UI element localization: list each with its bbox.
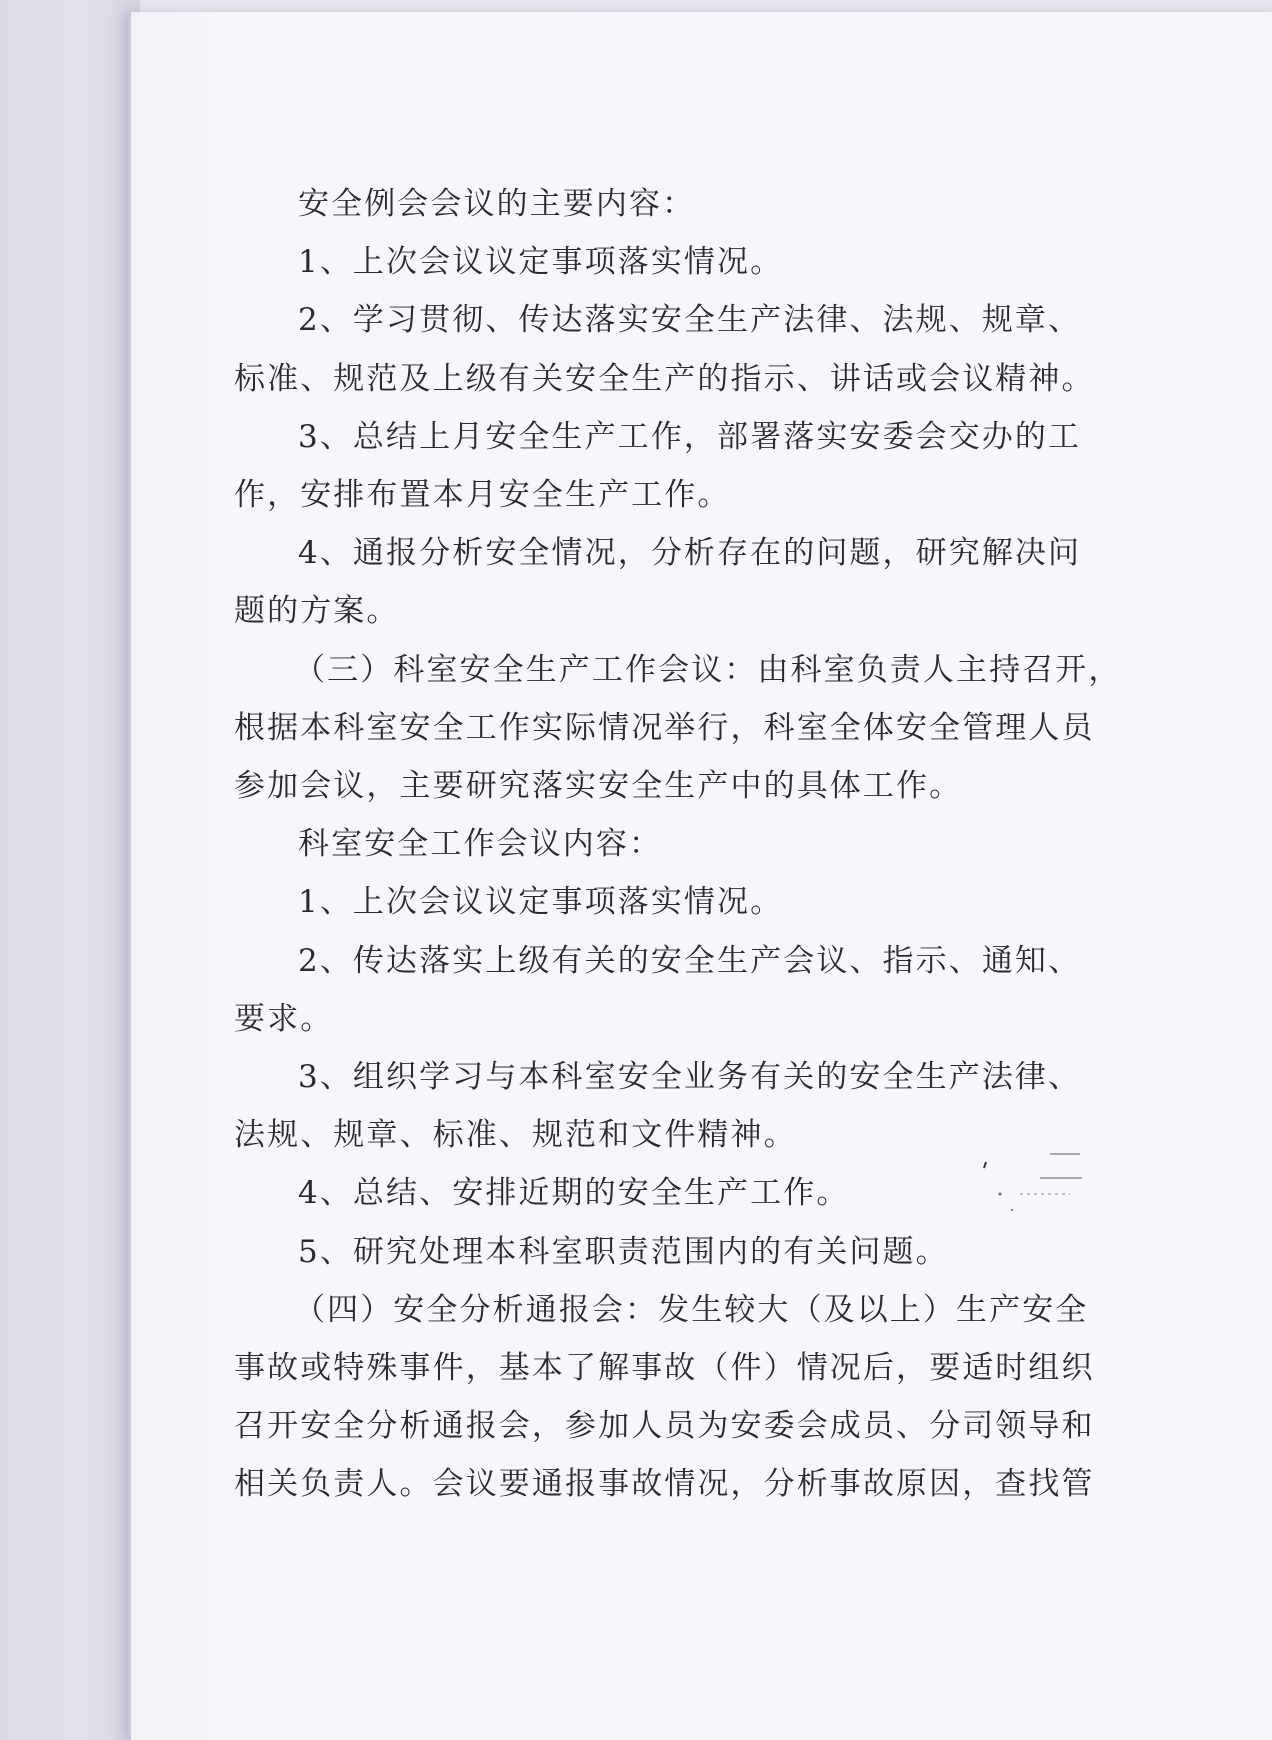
text-line: 3、总结上月安全生产工作，部署落实安委会交办的工 (298, 418, 1082, 455)
text-line: 根据本科室安全工作实际情况举行，科室全体安全管理人员 (234, 709, 1095, 746)
text-line: 2、传达落实上级有关的安全生产会议、指示、通知、 (298, 942, 1082, 979)
page-backing-edge (0, 0, 140, 1740)
text-line: 要求。 (234, 1000, 334, 1037)
text-line: 事故或特殊事件，基本了解事故（件）情况后，要适时组织 (234, 1350, 1095, 1387)
text-line: （三）科室安全生产工作会议：由科室负责人主持召开， (294, 651, 1122, 688)
text-line: 1、上次会议议定事项落实情况。 (298, 884, 784, 921)
text-line: 标准、规范及上级有关安全生产的指示、讲话或会议精神。 (234, 360, 1095, 397)
text-line: 法规、规章、标准、规范和文件精神。 (234, 1117, 797, 1154)
scan-speck-marks (980, 1150, 1120, 1220)
text-line: 2、学习贯彻、传达落实安全生产法律、法规、规章、 (298, 302, 1082, 339)
text-line: 5、研究处理本科室职责范围内的有关问题。 (298, 1233, 949, 1270)
text-line: 4、通报分析安全情况，分析存在的问题，研究解决问 (298, 535, 1082, 572)
text-line: 作，安排布置本月安全生产工作。 (234, 477, 731, 514)
document-body (234, 175, 1122, 1514)
text-line: 参加会议，主要研究落实安全生产中的具体工作。 (234, 768, 963, 805)
text-line: （四）安全分析通报会：发生较大（及以上）生产安全 (294, 1291, 1089, 1328)
text-line: 安全例会会议的主要内容： (298, 186, 696, 222)
text-line: 科室安全工作会议内容： (298, 826, 663, 863)
text-line: 3、组织学习与本科室安全业务有关的安全生产法律、 (298, 1059, 1082, 1096)
text-line: 4、总结、安排近期的安全生产工作。 (298, 1175, 850, 1212)
text-line: 召开安全分析通报会，参加人员为安委会成员、分司领导和 (234, 1408, 1095, 1445)
text-line: 题的方案。 (234, 593, 400, 630)
text-line: 1、上次会议议定事项落实情况。 (298, 244, 784, 281)
text-line: 相关负责人。会议要通报事故情况，分析事故原因，查找管 (234, 1466, 1095, 1503)
